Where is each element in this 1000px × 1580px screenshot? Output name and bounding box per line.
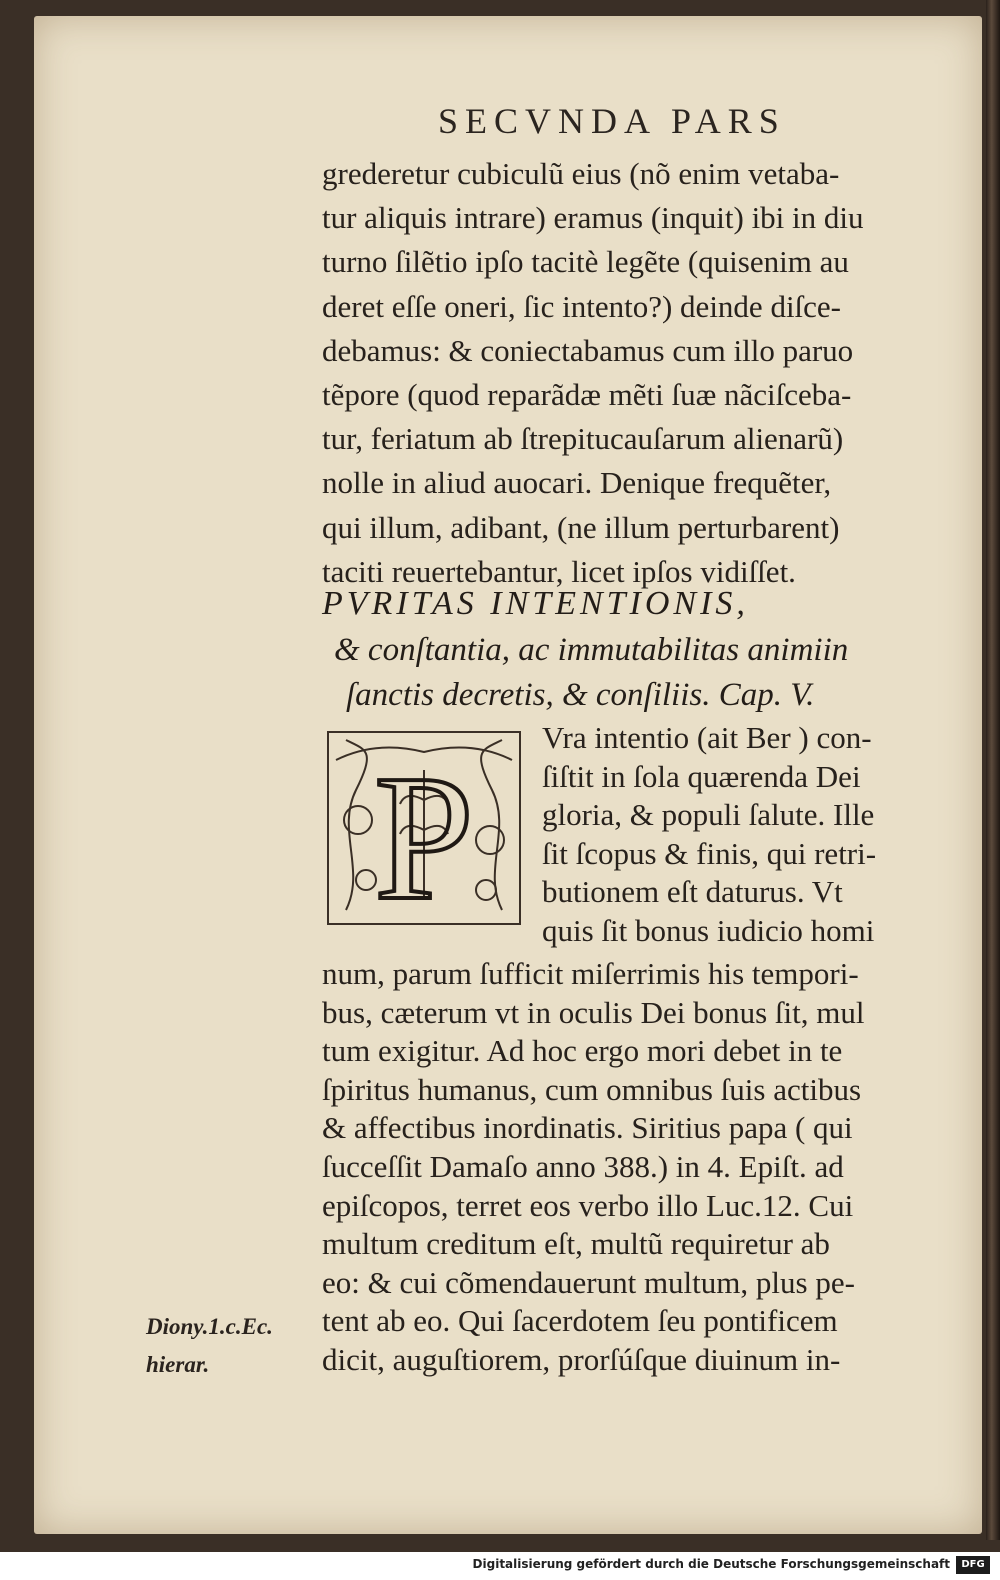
text-line: deret eſſe oneri, ſic intento?) deinde diſce- [322,288,842,324]
text-line: multum creditum eſt, multũ requiretur ab [322,1226,830,1262]
text-line: butionem eſt daturus. Vt [542,874,843,909]
text-line: grederetur cubiculũ eius (nõ enim vetaba- [322,156,840,191]
text-line: nolle in aliud auocari. Denique frequẽter, [322,465,832,501]
text-line: gloria, & populi ſalute. Ille [542,797,875,832]
text-line: dicit, auguſtiorem, prorſúſque diuinum in- [322,1342,841,1377]
text-line: tẽpore (quod reparãdæ mẽti ſuæ nãciſceba- [322,377,852,412]
initial-letter: P [373,738,475,926]
text-line: tur aliquis intrare) eramus (inquit) ibi in diu [322,200,864,236]
text-line: ſiſtit in ſola quærenda Dei [542,758,861,794]
text-line: eo: & cui cõmendauerunt multum, plus pe- [322,1264,855,1300]
chapter-title: PVRITAS INTENTIONIS, [322,585,749,622]
text-line: Vra intentio (ait Ber ) con- [542,720,872,755]
text-line: qui illum, adibant, (ne illum perturbarent) [322,509,840,545]
text-line: num, parum ſufficit miſerrimis his tempori- [322,956,859,991]
text-line: & affectibus inordinatis. Siritius papa ( qui [322,1110,853,1146]
footer-credit: Digitalisierung gefördert durch die Deutsche Forschungsgemeinschaft [472,1557,950,1571]
text-line: taciti reuertebantur, licet ipſos vidiſſet. [322,553,796,589]
text-line: turno ſilẽtio ipſo tacitè legẽte (quisenim au [322,244,849,280]
text-line: ſucceſſit Damaſo anno 388.) in 4. Epiſt. ad [322,1149,844,1184]
text-line: tur, feriatum ab ſtrepitucauſarum alienarũ) [322,421,844,457]
text-line: tent ab eo. Qui ſacerdotem ſeu pontificem [322,1303,838,1339]
text-line: debamus: & coniectabamus cum illo paruo [322,332,854,368]
text-line: tum exigitur. Ad hoc ergo mori debet in te [322,1033,843,1069]
book-spine [986,0,1000,1540]
ornamental-initial [326,730,522,926]
chapter-subtitle-line: ſanctis decretis, & conſiliis. Cap. V. [346,677,815,713]
text-line: quis ſit bonus iudicio homi [542,912,875,948]
chapter-subtitle-line: & conſtantia, ac immutabilitas animiin [334,632,849,668]
digitization-footer [0,1552,1000,1580]
text-line: ſpiritus humanus, cum omnibus ſuis actibus [322,1071,862,1107]
marginal-note-line-1: Diony.1.c.Ec. [146,1314,273,1339]
marginal-note-line-2: hierar. [146,1352,210,1377]
text-line: ſit ſcopus & finis, qui retri- [542,835,877,871]
dfg-logo: DFG [956,1556,990,1574]
running-header: SECVNDA PARS [438,101,786,141]
text-line: epiſcopos, terret eos verbo illo Luc.12. Cui [322,1187,854,1223]
text-line: bus, cæterum vt in oculis Dei bonus ſit, mul [322,994,865,1030]
